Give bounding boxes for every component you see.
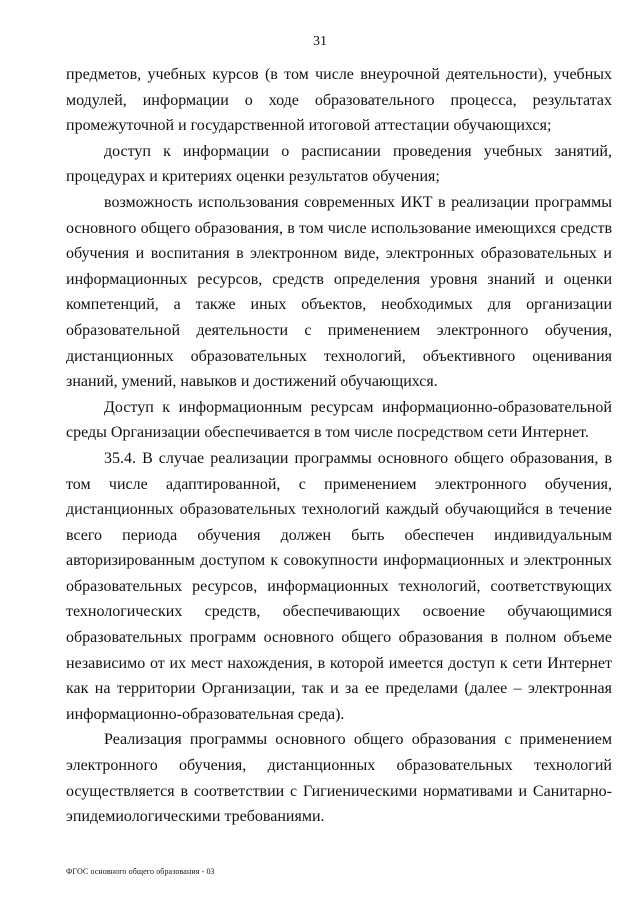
- paragraph: Реализация программы основного общего образования с применением электронного обучения, дистанционных образовательных технологий осуществляется в соответствии с Гигиеническими нормативами и Санитарно-эпидемиологическими требованиями.: [66, 731, 612, 826]
- document-body: [66, 62, 612, 830]
- paragraph: 35.4. В случае реализации программы основного общего образования, в том числе адаптированной, с применением электронного обучения, дистанционных образовательных технологий каждый обучающийся в течение всего периода обучения должен быть обеспечен индивидуальным авторизированным доступом к совокупности информационных и электронных образовательных ресурсов, информационных технологий, соответствующих технологических средств, обеспечивающих освоение обучающимися образовательных программ основного общего образования в полном объеме независимо от их мест нахождения, в которой имеется доступ к сети Интернет как на территории Организации, так и за ее пределами (далее – электронная информационно-образовательная среда).: [66, 449, 612, 723]
- paragraph: предметов, учебных курсов (в том числе внеурочной деятельности), учебных модулей, информации о ходе образовательного процесса, результатах промежуточной и государственной итоговой аттестации обучающихся;: [66, 66, 612, 135]
- paragraph: доступ к информации о расписании проведения учебных занятий, процедурах и критериях оценки результатов обучения;: [66, 142, 612, 186]
- page-footer: ФГОС основного общего образования - 03: [66, 867, 215, 876]
- paragraph: Доступ к информационным ресурсам информационно-образовательной среды Организации обеспечивается в том числе посредством сети Интернет.: [66, 398, 612, 442]
- paragraph: возможность использования современных ИКТ в реализации программы основного общего образования, в том числе использование имеющихся средств обучения и воспитания в электронном виде, электронных образовательных и информационных ресурсов, средств определения уровня знаний и оценки компетенций, а также иных объектов, необходимых для организации образовательной деятельности с применением электронного обучения, дистанционных образовательных технологий, объективного оценивания знаний, умений, навыков и достижений обучающихся.: [66, 193, 612, 391]
- page-number: 31: [313, 34, 327, 49]
